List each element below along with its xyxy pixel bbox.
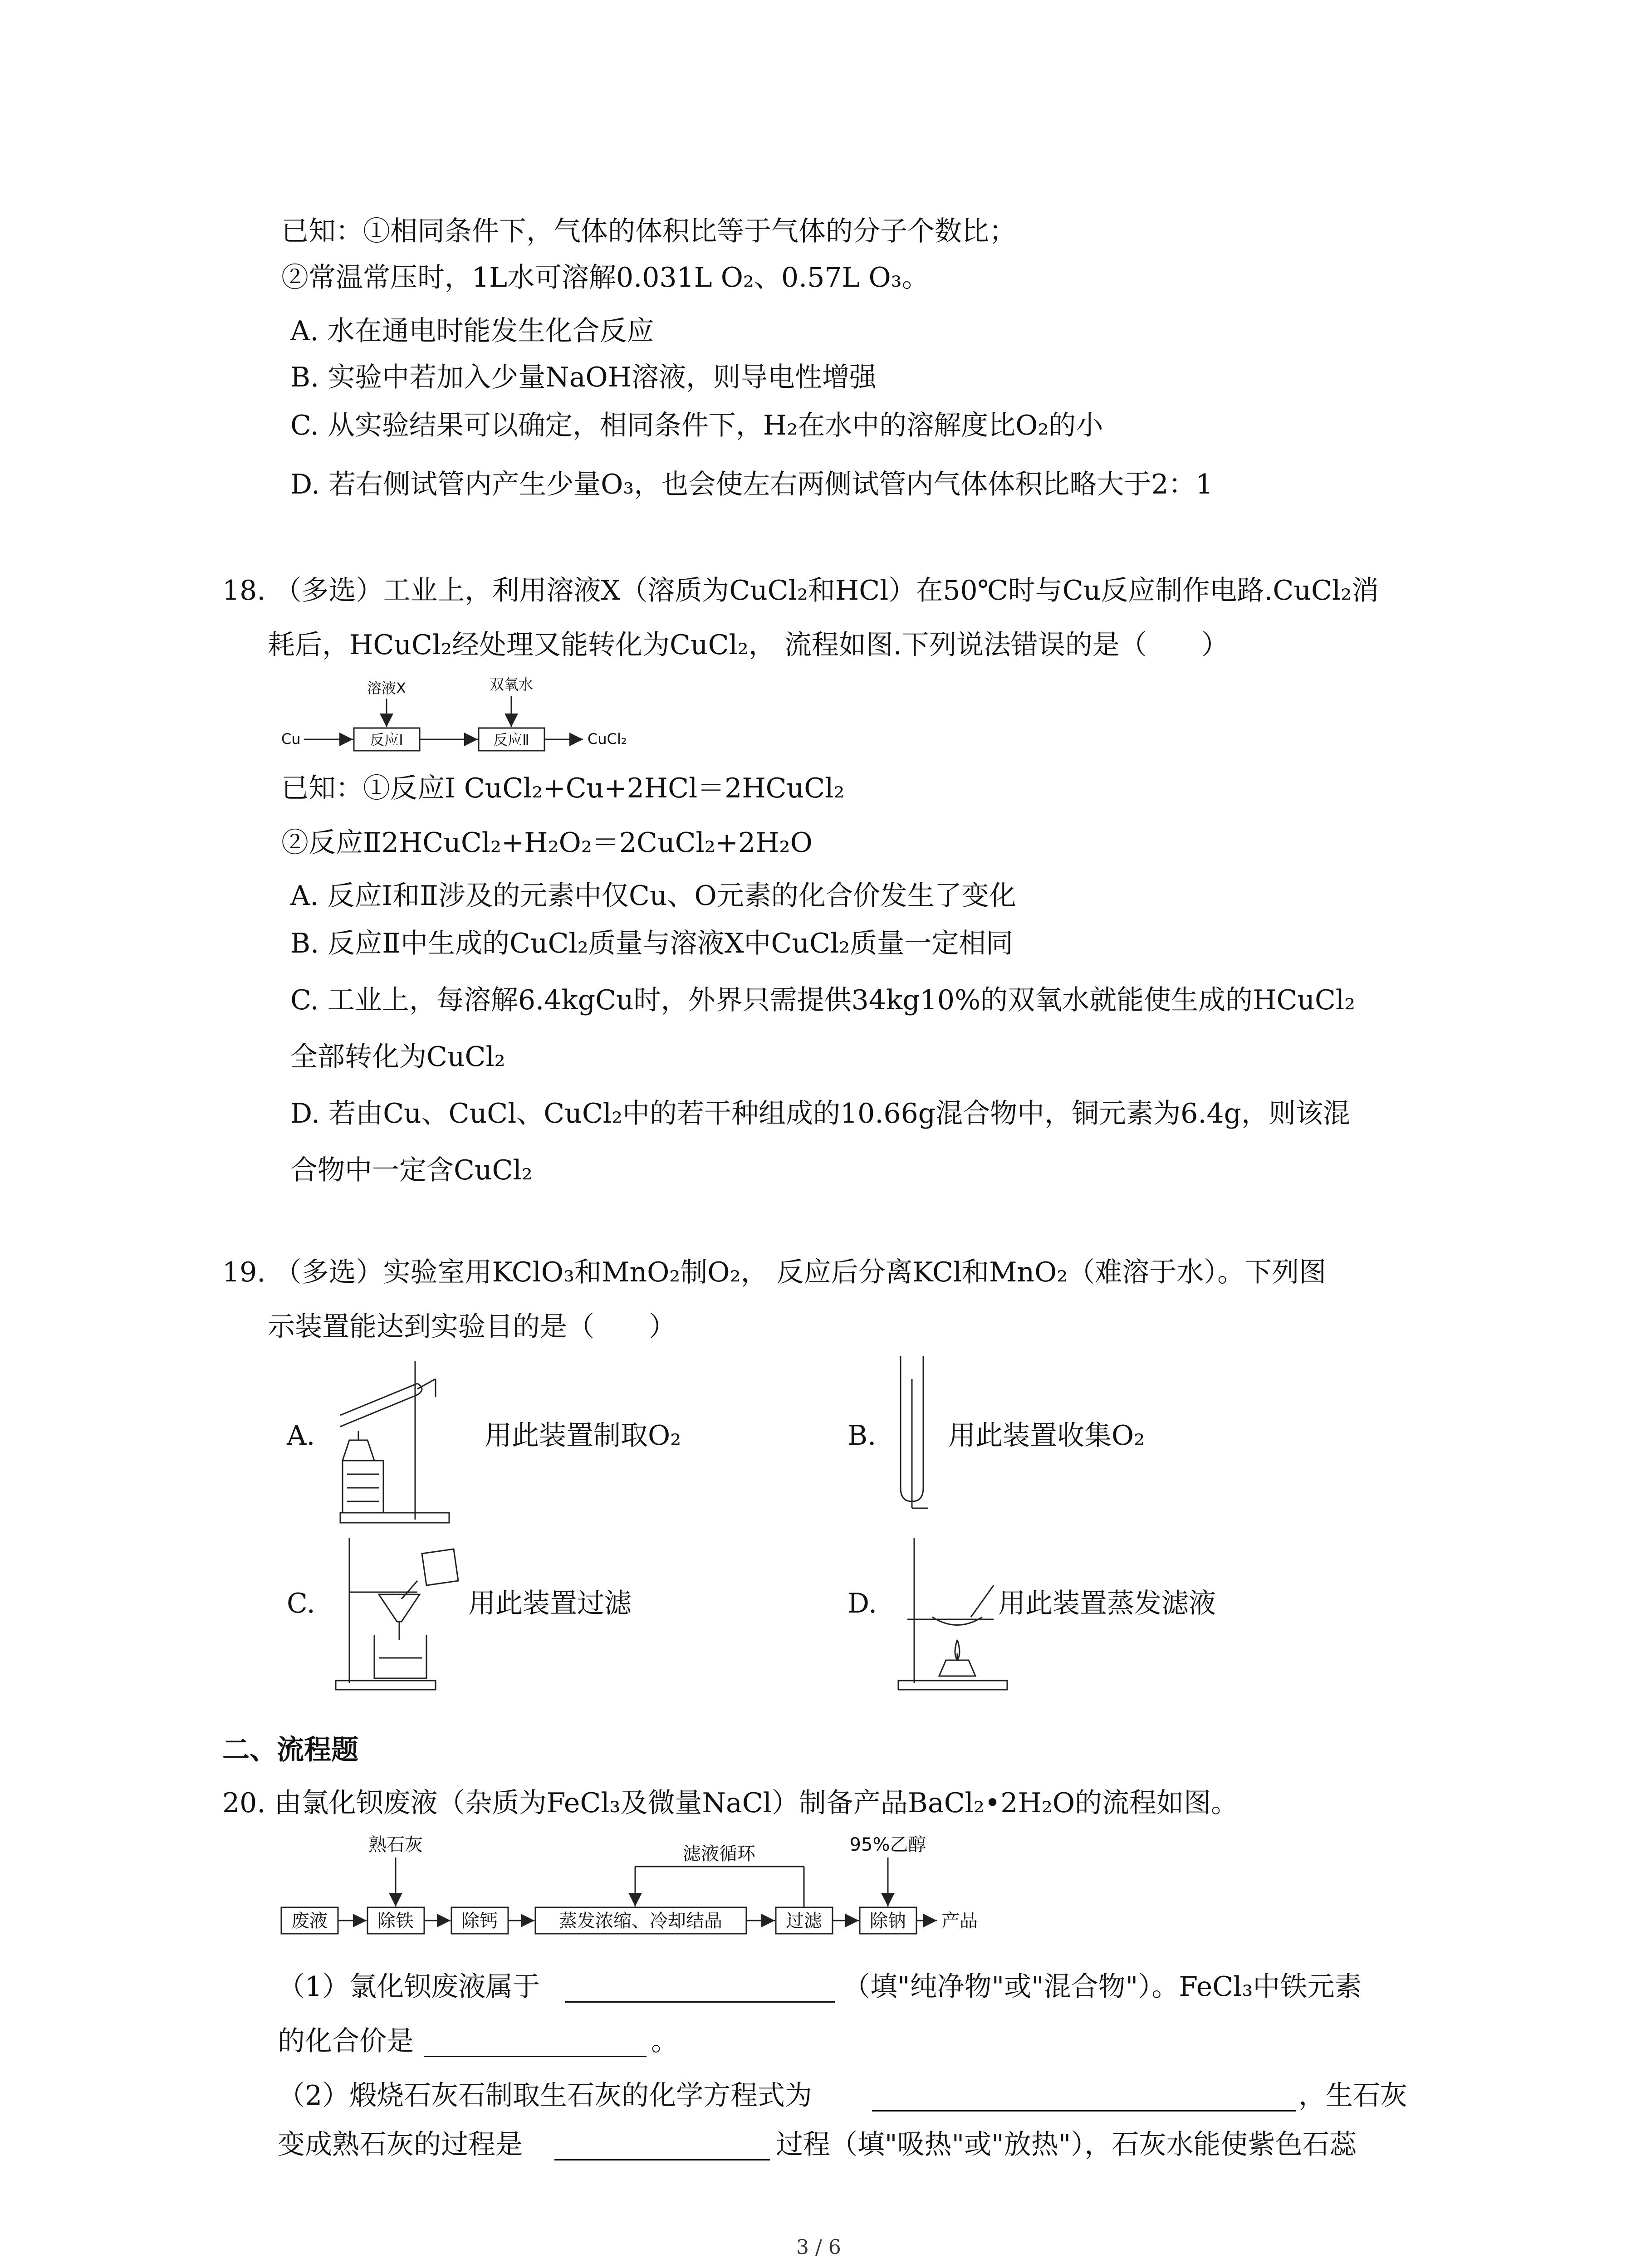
flow-step-filter: 过滤 (786, 1911, 822, 1931)
q20-stem: 20. 由氯化钡废液（杂质为FeCl₃及微量NaCl）制备产品BaCl₂•2H₂O的流程如图。 (222, 1787, 1239, 1819)
flow-step-reaction1: 反应Ⅰ (370, 731, 403, 748)
q18-known-line2: ②反应Ⅱ2HCuCl₂+H₂O₂＝2CuCl₂+2H₂O (281, 827, 813, 859)
q19-option-a-letter: A. (287, 1420, 315, 1452)
q20-blank-3[interactable] (872, 2110, 1296, 2112)
q19-stem-line2: 示装置能达到实验目的是（ ） (268, 1311, 676, 1343)
q18-option-d: D. 若由Cu、CuCl、CuCl₂中的若干种组成的10.66g混合物中，铜元素为6.4g，则该混 (290, 1098, 1351, 1129)
page-number: 3 / 6 (796, 2236, 841, 2259)
flow-step-remove-sodium: 除钠 (870, 1911, 906, 1931)
q19-option-c-letter: C. (287, 1588, 315, 1619)
q18-option-d-cont: 合物中一定含CuCl₂ (290, 1154, 533, 1186)
q20-p2-part-b: ，生石灰 (1298, 2080, 1407, 2112)
q20-p2-part-a: （2）煅烧石灰石制取生石灰的化学方程式为 (278, 2080, 813, 2112)
q20-p1-part-a: （1）氯化钡废液属于 (278, 1971, 540, 2003)
q18-option-c: C. 工业上，每溶解6.4kgCu时，外界只需提供34kg10%的双氧水就能使生成的HCuCl₂ (290, 984, 1356, 1016)
q17-option-c: C. 从实验结果可以确定，相同条件下，H₂在水中的溶解度比O₂的小 (290, 410, 1103, 441)
filtration-apparatus-icon (327, 1531, 472, 1694)
q18-stem-line1: 18. （多选）工业上，利用溶液X（溶质为CuCl₂和HCl）在50℃时与Cu反应制作电路.CuCl₂消 (222, 575, 1379, 606)
flow-reagent-solution-x: 溶液X (367, 679, 406, 697)
q19-option-d-letter: D. (847, 1588, 877, 1619)
q20-blank-1[interactable] (565, 2001, 835, 2003)
q20-p1-part-b: （填"纯净物"或"混合物"）。FeCl₃中铁元素 (843, 1971, 1362, 2003)
evaporation-apparatus-icon (889, 1531, 1016, 1694)
q18-stem-line2: 耗后，HCuCl₂经处理又能转化为CuCl₂， 流程如图.下列说法错误的是（ ） (268, 629, 1229, 661)
q19-option-a-text: 用此装置制取O₂ (485, 1420, 681, 1452)
flow-step-waste: 废液 (291, 1911, 328, 1931)
q17-option-d: D. 若右侧试管内产生少量O₃，也会使左右两侧试管内气体体积比略大于2：1 (290, 469, 1213, 500)
q19-option-b-text: 用此装置收集O₂ (948, 1420, 1145, 1452)
q17-known-line2: ②常温常压时，1L水可溶解0.031L O₂、0.57L O₃。 (281, 262, 929, 293)
q17-option-b: B. 实验中若加入少量NaOH溶液，则导电性增强 (290, 362, 877, 393)
q20-blank-2[interactable] (424, 2056, 647, 2057)
q17-option-a: A. 水在通电时能发生化合反应 (290, 315, 654, 347)
flow-step-remove-calcium: 除钙 (461, 1911, 498, 1931)
flow-end-cucl2: CuCl₂ (588, 730, 627, 748)
flow-reagent-ethanol: 95%乙醇 (849, 1834, 926, 1855)
q20-p2-part-d: 过程（填"吸热"或"放热"），石灰水能使紫色石蕊 (776, 2129, 1357, 2160)
test-tube-collection-icon (892, 1352, 937, 1515)
q20-p2-part-c: 变成熟石灰的过程是 (278, 2129, 523, 2160)
flow-step-remove-iron: 除铁 (377, 1911, 414, 1931)
q20-blank-4[interactable] (554, 2159, 770, 2160)
q18-flow-diagram (277, 676, 685, 758)
q19-stem-line1: 19. （多选）实验室用KClO₃和MnO₂制O₂， 反应后分离KCl和MnO₂（难溶于水）。下列图 (222, 1256, 1327, 1288)
q19-option-b-letter: B. (847, 1420, 877, 1452)
flow-step-reaction2: 反应Ⅱ (493, 731, 529, 748)
heating-apparatus-icon (331, 1352, 449, 1529)
flow-filtrate-recycle: 滤液循环 (683, 1843, 755, 1864)
q20-p1-part-d: 。 (651, 2025, 678, 2057)
q17-known-line1: 已知：①相同条件下，气体的体积比等于气体的分子个数比； (281, 215, 1016, 247)
section-heading: 二、流程题 (222, 1734, 358, 1766)
q18-option-a: A. 反应I和Ⅱ涉及的元素中仅Cu、O元素的化合价发生了变化 (290, 880, 1016, 912)
flow-start-cu: Cu (281, 730, 301, 748)
q18-known-line1: 已知：①反应I CuCl₂+Cu+2HCl＝2HCuCl₂ (281, 772, 845, 804)
q19-option-d-text: 用此装置蒸发滤液 (998, 1588, 1216, 1619)
flow-reagent-h2o2: 双氧水 (489, 676, 534, 693)
q18-option-b: B. 反应Ⅱ中生成的CuCl₂质量与溶液X中CuCl₂质量一定相同 (290, 928, 1014, 959)
q19-option-c-text: 用此装置过滤 (468, 1588, 632, 1619)
q18-option-c-cont: 全部转化为CuCl₂ (290, 1041, 505, 1073)
flow-product: 产品 (941, 1911, 978, 1931)
q20-flow-diagram (277, 1833, 1003, 1937)
q20-p1-part-c: 的化合价是 (278, 2025, 414, 2057)
flow-step-evaporate-crystallize: 蒸发浓缩、冷却结晶 (559, 1911, 722, 1931)
flow-reagent-lime: 熟石灰 (368, 1834, 423, 1855)
